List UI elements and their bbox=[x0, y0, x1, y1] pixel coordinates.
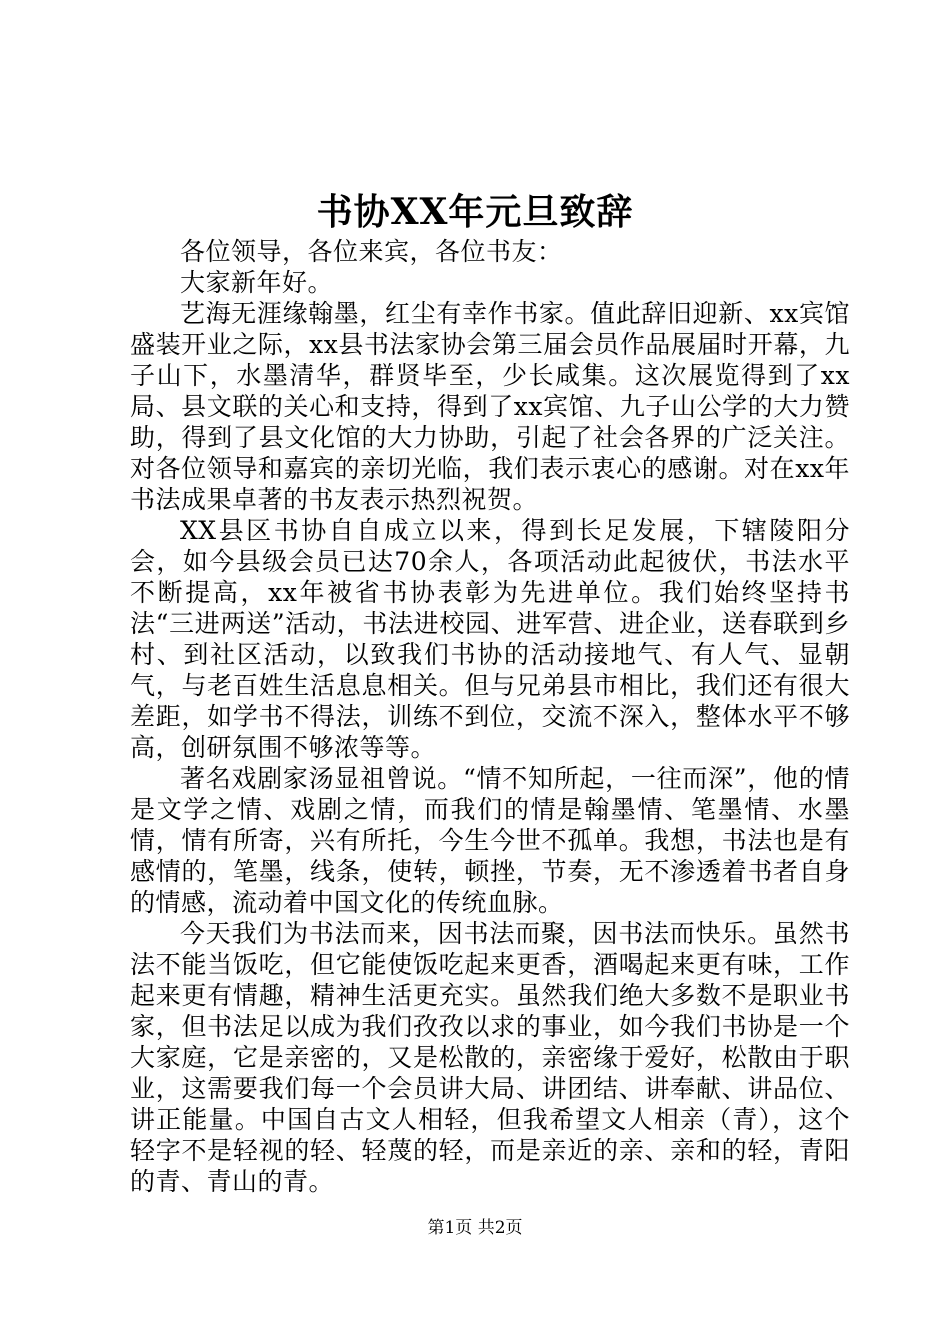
paragraph-greeting: 大家新年好。 bbox=[180, 268, 334, 297]
paragraph-body: 艺海无涯缘翰墨，红尘有幸作书家。值此辞旧迎新、xx宾馆盛装开业之际，xx县书法家协会第三届会员作品展届时开幕，九子山下，水墨清华，群贤毕至，少长咸集。这次展览得到了xx局、县文联的关心和支持，得到了xx宾馆、九子山公学的大力赞助，得到了县文化馆的大力协助，引起了社会各界的广泛关注。对各位领导和嘉宾的亲切光临，我们表示衷心的感谢。对在xx年书法成果卓著的书友表示热烈祝贺。 bbox=[130, 299, 850, 514]
document-title: 书协XX年元旦致辞 bbox=[316, 191, 634, 233]
paragraph-body: 今天我们为书法而来，因书法而聚，因书法而快乐。虽然书法不能当饭吃，但它能使饭吃起来更香，酒喝起来更有味，工作起来更有情趣，精神生活更充实。虽然我们绝大多数不是职业书家，但书法足以成为我们孜孜以求的事业，如今我们书协是一个大家庭，它是亲密的，又是松散的，亲密缘于爱好，松散由于职业，这需要我们每一个会员讲大局、讲团结、讲奉献、讲品位、讲正能量。中国自古文人相轻，但我希望文人相亲（青），这个轻字不是轻视的轻、轻蔑的轻，而是亲近的亲、亲和的轻，青阳的青、青山的青。 bbox=[130, 919, 850, 1196]
page-number-footer: 第1页 共2页 bbox=[427, 1218, 523, 1238]
paragraph-body: 著名戏剧家汤显祖曾说。“情不知所起，一往而深”，他的情是文学之情、戏剧之情，而我们的情是翰墨情、笔墨情、水墨情，情有所寄，兴有所托，今生今世不孤单。我想，书法也是有感情的，笔墨，线条，使转，顿挫，节奏，无不渗透着书者自身的情感，流动着中国文化的传统血脉。 bbox=[130, 764, 850, 917]
paragraph-body: XX县区书协自自成立以来，得到长足发展，下辖陵阳分会，如今县级会员已达70余人，各项活动此起彼伏，书法水平不断提高，xx年被省书协表彰为先进单位。我们始终坚持书法“三进两送”活动，书法进校园、进军营、进企业，送春联到乡村、到社区活动，以致我们书协的活动接地气、有人气、显朝气，与老百姓生活息息相关。但与兄弟县市相比，我们还有很大差距，如学书不得法，训练不到位，交流不深入，整体水平不够高，创研氛围不够浓等等。 bbox=[130, 516, 850, 762]
paragraph-salutation: 各位领导，各位来宾，各位书友： bbox=[180, 237, 563, 266]
document-body bbox=[130, 236, 850, 1197]
